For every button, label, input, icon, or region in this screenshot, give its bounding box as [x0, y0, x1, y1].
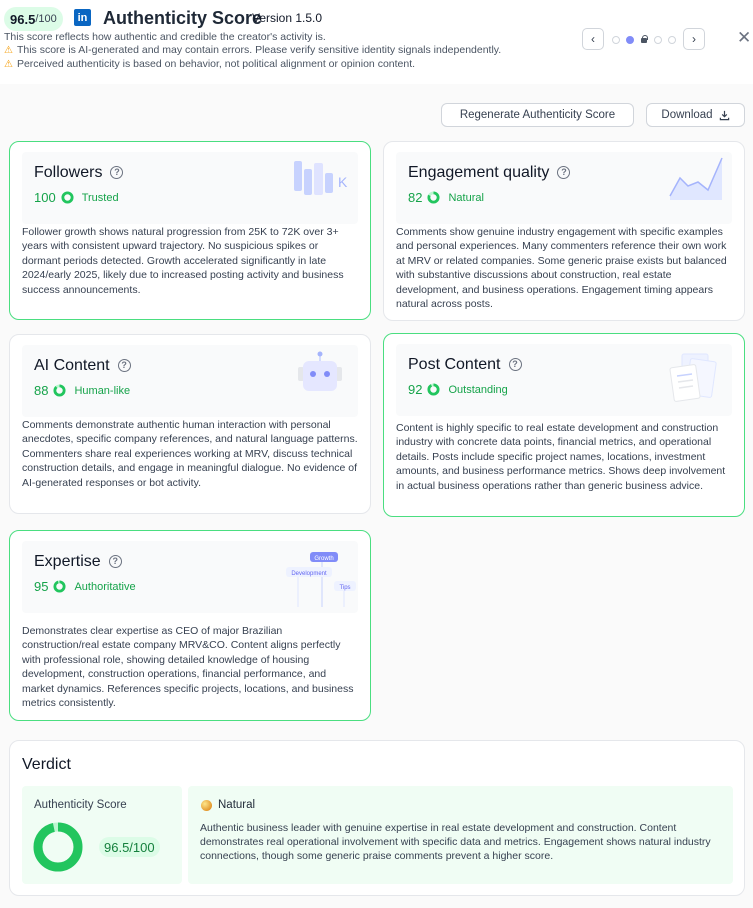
regenerate-button[interactable]: [441, 103, 634, 127]
warning-icon: ⚠: [4, 58, 13, 70]
help-icon[interactable]: ?: [118, 359, 131, 372]
card-header: [396, 344, 732, 416]
illus-tag: Growth: [314, 556, 334, 562]
illus-tag: Tips: [339, 585, 351, 591]
score-number: 88: [34, 383, 49, 398]
download-icon: [719, 110, 730, 121]
linkedin-logo-text: in: [77, 11, 88, 24]
pager-dot-active[interactable]: [626, 36, 634, 44]
score-number: 92: [408, 382, 423, 397]
score-label: Trusted: [81, 191, 119, 204]
card-expertise: [9, 530, 371, 721]
score-ring-icon: [427, 191, 440, 204]
score-label: Natural: [448, 191, 484, 204]
verdict-title: Verdict: [22, 756, 71, 773]
expertise-tree-icon: [284, 551, 360, 613]
followers-chart-icon: [292, 160, 352, 200]
verdict-score-box: [22, 786, 182, 884]
verdict-summary-box: [188, 786, 733, 884]
verdict-panel: [9, 740, 745, 896]
chevron-right-icon: ›: [692, 32, 696, 46]
card-ai-content: [9, 334, 371, 514]
card-title: Post Content ?: [408, 356, 522, 374]
warning-icon: ⚠: [4, 44, 13, 56]
card-engagement: [383, 141, 745, 321]
help-icon[interactable]: ?: [109, 555, 122, 568]
card-score: [408, 190, 484, 205]
score-denominator: /100: [35, 13, 57, 25]
close-icon[interactable]: ✕: [737, 28, 752, 47]
card-title: AI Content ?: [34, 357, 131, 375]
score-ring-icon: [61, 191, 74, 204]
card-body: Comments show genuine industry engagement with specific examples and personal experiences. Many commenters reference their own work at MRV or related companies. Some generic praise exists but balanced with substantive discussions about construction, real estate development, and business operations. Engagement timing appears natural across posts.: [396, 226, 727, 311]
verdict-rating: [201, 799, 255, 811]
score-number: 95: [34, 579, 49, 594]
score-badge: [4, 7, 63, 31]
rating-dot-icon: [201, 800, 212, 811]
score-number: 82: [408, 190, 423, 205]
verdict-score-donut: [32, 821, 84, 873]
download-label: Download: [661, 109, 713, 121]
score-label: Outstanding: [448, 383, 508, 396]
verdict-score-label: Authenticity Score: [34, 799, 127, 811]
card-header: [22, 345, 358, 417]
card-title: Engagement quality ?: [408, 164, 570, 182]
illus-tag: Development: [291, 571, 327, 577]
card-score: [408, 382, 508, 397]
card-header: [22, 541, 358, 613]
help-icon[interactable]: ?: [557, 166, 570, 179]
post-documents-icon: [668, 352, 724, 408]
card-header: [396, 152, 732, 224]
card-title: Followers ?: [34, 164, 123, 182]
score-value: 96.5: [10, 11, 36, 27]
card-followers: [9, 141, 371, 320]
regenerate-label: Regenerate Authenticity Score: [459, 109, 616, 121]
score-number: 100: [34, 190, 56, 205]
engagement-chart-icon: [668, 156, 724, 202]
score-description: This score reflects how authentic and credible the creator's activity is.: [4, 31, 326, 43]
chevron-left-icon: ‹: [591, 32, 595, 46]
warning-text: Perceived authenticity is based on behavior, not political alignment or opinion content.: [16, 58, 416, 70]
score-ring-icon: [427, 383, 440, 396]
next-button[interactable]: [683, 28, 705, 50]
score-ring-icon: [53, 580, 66, 593]
warning-text: This score is AI-generated and may contain errors. Please verify sensitive identity signals independently.: [16, 44, 502, 56]
card-header: [22, 152, 358, 224]
card-body: Demonstrates clear expertise as CEO of major Brazilian construction/real estate company MRV&CO. Content aligns perfectly with professional role, showing detailed knowledge of housing development, construction operations, financial performance, and market dynamics. References specific projects, locations, and business metrics consistently.: [22, 625, 354, 710]
card-post-content: [383, 333, 745, 517]
card-body: Comments demonstrate authentic human interaction with personal anecdotes, specific company references, and natural language patterns. Commenters share real experiences working at MRV, discuss technical construction details, and engage in meaningful dialogue. No evidence of AI-generated responses or bot activity.: [22, 419, 358, 489]
lock-icon[interactable]: [640, 35, 648, 44]
card-body: Follower growth shows natural progression from 25K to 72K over 3+ years with consistent upward trajectory. No suspicious spikes or dormant periods detected. Growth accelerated significantly in late 2024/early 2025, likely due to increased posting activity and business success announcements.: [22, 226, 344, 296]
prev-button[interactable]: [582, 28, 604, 50]
verdict-rating-label: Natural: [218, 799, 256, 811]
header: [0, 0, 753, 84]
card-score: [34, 190, 119, 205]
score-ring-icon: [53, 384, 66, 397]
card-title: Expertise ?: [34, 553, 122, 571]
page-title: Authenticity Score: [103, 8, 263, 28]
card-score: [34, 579, 136, 594]
pager-dots: [612, 35, 676, 44]
help-icon[interactable]: ?: [509, 358, 522, 371]
verdict-summary: Authentic business leader with genuine expertise in real estate development and construction. Content demonstrates real operational involvement with specific data and metrics. Engagement shows natural industry connections, though some generic praise comments prevent a higher score.: [200, 822, 711, 862]
robot-icon: [294, 351, 350, 397]
pager-dot[interactable]: [668, 36, 676, 44]
verdict-score-value: 96.5/100: [99, 837, 160, 857]
warning-perceived: [4, 58, 415, 70]
card-body: Content is highly specific to real estate development and construction industry with concrete data points, financial metrics, and operational details. Posts include specific project names, locations, investment amounts, and business performance metrics. Shows deep involvement in actual business operations rather than generic business advice.: [396, 422, 726, 492]
help-icon[interactable]: ?: [110, 166, 123, 179]
warning-ai-generated: [4, 44, 501, 56]
main-content: [0, 84, 753, 908]
download-button[interactable]: [646, 103, 745, 127]
card-score: [34, 383, 130, 398]
illus-letter: K: [338, 174, 348, 190]
pager-dot[interactable]: [654, 36, 662, 44]
version-label: Version 1.5.0: [252, 11, 323, 25]
score-label: Authoritative: [74, 580, 136, 593]
linkedin-logo-icon: [74, 9, 91, 26]
score-label: Human-like: [74, 384, 131, 397]
pager-dot[interactable]: [612, 36, 620, 44]
